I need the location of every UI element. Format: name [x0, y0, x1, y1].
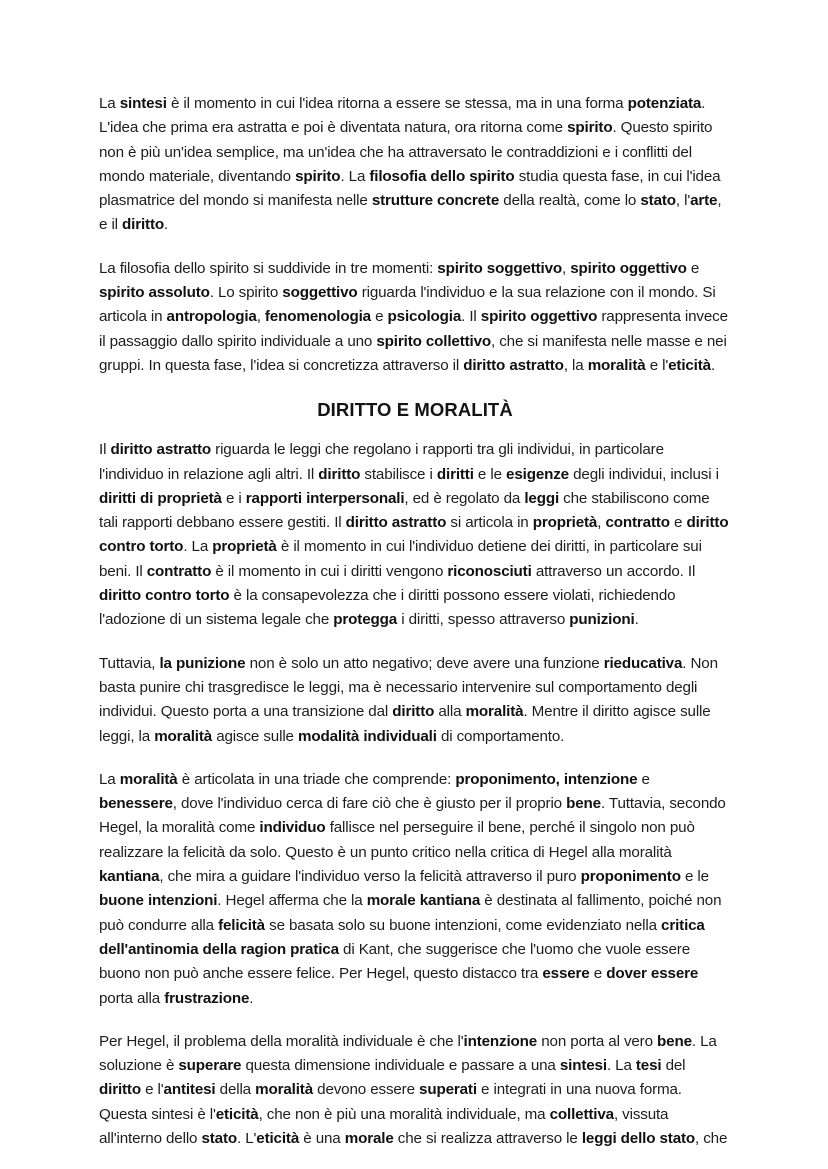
text-run: e	[370, 308, 388, 326]
emphasis-term: moralità	[119, 770, 178, 788]
emphasis-term: riconosciuti	[447, 562, 532, 580]
emphasis-term: potenziata	[627, 95, 702, 112]
text-run: Per Hegel, il problema della moralità individuale è che l'	[99, 1032, 464, 1050]
text-run: del	[661, 1057, 686, 1075]
emphasis-term: essere	[542, 965, 590, 983]
text-run: se basata solo su buone intenzioni, come evidenziato nella	[264, 916, 662, 934]
emphasis-term: la punizione	[159, 654, 246, 672]
emphasis-term: diritto	[392, 703, 435, 721]
text-run: agisce sulle	[212, 727, 298, 745]
text-run: riguarda l'individuo e la sua relazione con il mondo. Si articola in	[99, 284, 716, 326]
emphasis-term: sintesi	[119, 95, 167, 112]
emphasis-term: arte	[690, 192, 718, 210]
text-run: . Questo spirito non è più un'idea semplice, ma un'idea che ha attraversato le contraddizioni e i conflitti del mondo materiale, diventando	[99, 119, 713, 185]
emphasis-term: diritto contro torto	[99, 514, 729, 556]
emphasis-term: leggi dello stato	[581, 1129, 696, 1147]
text-run: .	[164, 216, 169, 234]
emphasis-term: buone intenzioni	[99, 892, 218, 910]
text-run: . Mentre il diritto agisce sulle leggi, la	[99, 703, 711, 745]
emphasis-term: diritti di proprietà	[99, 489, 222, 507]
text-run: rappresenta invece il passaggio dallo spirito individuale a uno	[99, 308, 728, 350]
text-run: e l'	[645, 356, 669, 374]
text-run: .	[634, 611, 639, 629]
text-run: è il momento in cui i diritti vengono	[211, 562, 448, 580]
emphasis-term: tesi	[635, 1057, 662, 1075]
emphasis-term: antitesi	[163, 1081, 216, 1099]
text-run: e	[669, 514, 687, 532]
text-run: , che mira a guidare l'individuo verso la felicità attraverso il puro	[159, 868, 581, 886]
text-run: attraverso un accordo. Il	[531, 562, 696, 580]
emphasis-term: moralità	[154, 727, 213, 745]
emphasis-term: bene	[657, 1032, 692, 1050]
text-run: devono essere	[313, 1081, 420, 1099]
emphasis-term: soggettivo	[282, 284, 358, 302]
text-run: . Tuttavia, secondo Hegel, la moralità come	[99, 795, 726, 837]
text-run: e integrati in una nuova forma. Questa sintesi è l'	[99, 1081, 682, 1123]
paragraph-diritto-astratto	[99, 438, 731, 632]
emphasis-term: kantiana	[99, 868, 160, 886]
text-run: e	[589, 965, 607, 983]
text-run: La	[99, 770, 120, 788]
emphasis-term: contratto	[146, 562, 212, 580]
emphasis-term: leggi	[524, 489, 560, 507]
emphasis-term: critica dell'antinomia della ragion pratica	[99, 916, 705, 958]
emphasis-term: diritto	[318, 465, 361, 483]
text-run: della realtà, come lo	[499, 192, 641, 210]
emphasis-term: frustrazione	[164, 989, 250, 1007]
text-run: Tuttavia,	[99, 654, 160, 672]
emphasis-term: benessere	[99, 795, 173, 813]
text-run: è il momento in cui l'idea ritorna a essere se stessa, ma in una forma	[166, 95, 628, 112]
text-run: .	[249, 989, 254, 1007]
text-run: che si realizza attraverso le	[393, 1129, 582, 1147]
text-run: La filosofia dello spirito si suddivide in tre momenti:	[99, 259, 438, 277]
text-run: . Non basta punire chi trasgredisce le leggi, ma è necessario intervenire sul comportamento degli individui. Questo porta a una transizione dal	[99, 654, 718, 721]
emphasis-term: diritto astratto	[463, 356, 564, 374]
text-run: . L'	[237, 1129, 257, 1147]
emphasis-term: eticità	[668, 356, 711, 374]
emphasis-term: bene	[566, 795, 601, 813]
emphasis-term: morale kantiana	[366, 892, 481, 910]
text-run: . L'idea che prima era astratta e poi è diventata natura, ora ritorna come	[99, 95, 706, 137]
emphasis-term: felicità	[218, 916, 265, 934]
emphasis-term: diritto contro torto	[99, 587, 230, 605]
text-run: di comportamento.	[436, 727, 565, 745]
paragraph-eticita-sintesi	[99, 1030, 731, 1151]
emphasis-term: psicologia	[387, 308, 462, 326]
text-run: è il momento in cui l'individuo detiene dei diritti, in particolare sui beni. Il	[99, 538, 702, 580]
emphasis-term: superati	[419, 1081, 477, 1099]
section-heading-diritto-e-moralita: DIRITTO E MORALITÀ	[317, 399, 513, 421]
emphasis-term: eticità	[256, 1129, 300, 1147]
text-run: e	[637, 770, 650, 788]
text-run: ,	[256, 308, 265, 326]
emphasis-term: modalità individuali	[297, 727, 437, 745]
text-run: , vissuta all'interno dello	[99, 1105, 669, 1147]
emphasis-term: sintesi	[559, 1057, 607, 1075]
text-run: riguarda le leggi che regolano i rapporti tra gli individui, in particolare l'individuo in relazione agli altri. Il	[99, 441, 664, 483]
text-run: che stabiliscono come tali rapporti debbano essere gestiti. Il	[99, 489, 710, 532]
text-run: studia questa fase, in cui l'idea plasmatrice del mondo si manifesta nelle	[99, 167, 721, 210]
text-run: i diritti, spesso attraverso	[397, 611, 570, 629]
emphasis-term: superare	[178, 1057, 242, 1075]
emphasis-term: contratto	[605, 514, 670, 532]
text-run: non porta al vero	[537, 1032, 658, 1050]
emphasis-term: proponimento, intenzione	[455, 770, 638, 788]
text-run: della	[215, 1081, 256, 1099]
text-run: e le	[680, 868, 709, 886]
text-run: e	[686, 259, 700, 277]
emphasis-term: filosofia dello spirito	[369, 167, 515, 185]
text-run: La	[99, 95, 120, 112]
emphasis-term: diritto astratto	[345, 514, 447, 532]
text-run: , che si manifesta nelle masse e nei gruppi. In questa fase, l'idea si concretizza attraverso il	[99, 332, 727, 374]
paragraph-tre-momenti-spirito	[99, 257, 731, 378]
emphasis-term: moralità	[255, 1081, 313, 1099]
emphasis-term: antropologia	[166, 308, 257, 326]
emphasis-term: protegga	[333, 611, 398, 629]
text-run: e i	[221, 489, 246, 507]
text-run: ,	[562, 259, 571, 277]
paragraph-punizione-rieducativa	[99, 652, 731, 749]
emphasis-term: rieducativa	[603, 654, 683, 672]
text-run: Il	[99, 441, 111, 459]
text-run: , ed è regolato da	[404, 489, 525, 507]
text-run: , dove l'individuo cerca di fare ciò che è giusto per il proprio	[172, 795, 567, 813]
text-run: degli individui, inclusi i	[568, 465, 719, 483]
emphasis-term: eticità	[215, 1105, 259, 1123]
text-run: . Lo spirito	[209, 284, 283, 302]
document-text-body	[99, 92, 731, 1151]
text-run: fallisce nel perseguire il bene, perché il singolo non può realizzare la felicità da solo. Questo è un punto critico nella critica di Hegel alla moralità	[99, 819, 695, 861]
text-run: . La	[606, 1057, 636, 1075]
text-run: . La	[183, 538, 213, 556]
emphasis-term: fenomenologia	[264, 308, 371, 326]
text-run: alla	[434, 703, 466, 721]
emphasis-term: proponimento	[580, 868, 681, 886]
emphasis-term: diritto astratto	[110, 441, 212, 459]
text-run: questa dimensione individuale e passare a una	[241, 1057, 560, 1075]
emphasis-term: proprietà	[532, 514, 598, 532]
text-run: è la consapevolezza che i diritti possono essere violati, richiedendo l'adozione di un sistema legale che	[99, 587, 676, 629]
text-run: . La soluzione è	[99, 1032, 717, 1075]
text-run: . Il	[461, 308, 481, 326]
text-run: , che	[695, 1129, 728, 1147]
emphasis-term: diritti	[436, 465, 474, 483]
text-run: , che non è più una moralità individuale, ma	[258, 1105, 550, 1123]
emphasis-term: diritto	[122, 216, 164, 234]
emphasis-term: spirito collettivo	[376, 332, 492, 350]
text-run: , la	[563, 356, 588, 374]
emphasis-term: individuo	[259, 819, 326, 837]
emphasis-term: moralità	[587, 356, 646, 374]
text-run: . La	[340, 167, 370, 185]
emphasis-term: collettiva	[549, 1105, 614, 1123]
paragraph-moralita-triade	[99, 768, 731, 1011]
emphasis-term: spirito	[295, 167, 341, 185]
emphasis-term: stato	[640, 192, 676, 210]
text-run: stabilisce i	[360, 465, 437, 483]
text-run: e le	[473, 465, 507, 483]
text-run: di Kant, che suggerisce che l'uomo che vuole essere buono non può anche essere felice. Per Hegel, questo distacco tra	[99, 940, 690, 983]
emphasis-term: stato	[201, 1129, 238, 1147]
emphasis-term: proprietà	[212, 538, 277, 556]
text-run: , e il	[99, 192, 722, 234]
paragraph-sintesi-spirito	[99, 92, 731, 238]
emphasis-term: spirito	[567, 119, 613, 137]
emphasis-term: diritto	[99, 1081, 141, 1099]
text-run: , l'	[675, 192, 691, 210]
emphasis-term: esigenze	[506, 465, 569, 483]
emphasis-term: spirito oggettivo	[480, 308, 598, 326]
text-run: ,	[597, 514, 606, 532]
text-run: porta alla	[99, 989, 165, 1007]
text-run: è articolata in una triade che comprende:	[177, 770, 456, 788]
text-run: e l'	[140, 1081, 164, 1099]
text-run: non è solo un atto negativo; deve avere una funzione	[245, 654, 604, 672]
text-run: .	[710, 356, 716, 374]
text-run: si articola in	[446, 514, 533, 532]
emphasis-term: moralità	[465, 703, 524, 721]
text-run: è destinata al fallimento, poiché non può condurre alla	[99, 892, 722, 934]
emphasis-term: intenzione	[463, 1032, 538, 1050]
emphasis-term: dover essere	[606, 965, 699, 983]
emphasis-term: morale	[344, 1129, 394, 1147]
text-run: è una	[299, 1129, 345, 1147]
emphasis-term: spirito oggettivo	[570, 259, 687, 277]
emphasis-term: spirito soggettivo	[437, 259, 563, 277]
emphasis-term: punizioni	[569, 611, 635, 629]
emphasis-term: rapporti interpersonali	[245, 489, 405, 507]
emphasis-term: strutture concrete	[371, 192, 500, 210]
text-run: . Hegel afferma che la	[217, 892, 367, 910]
emphasis-term: spirito assoluto	[99, 284, 210, 302]
